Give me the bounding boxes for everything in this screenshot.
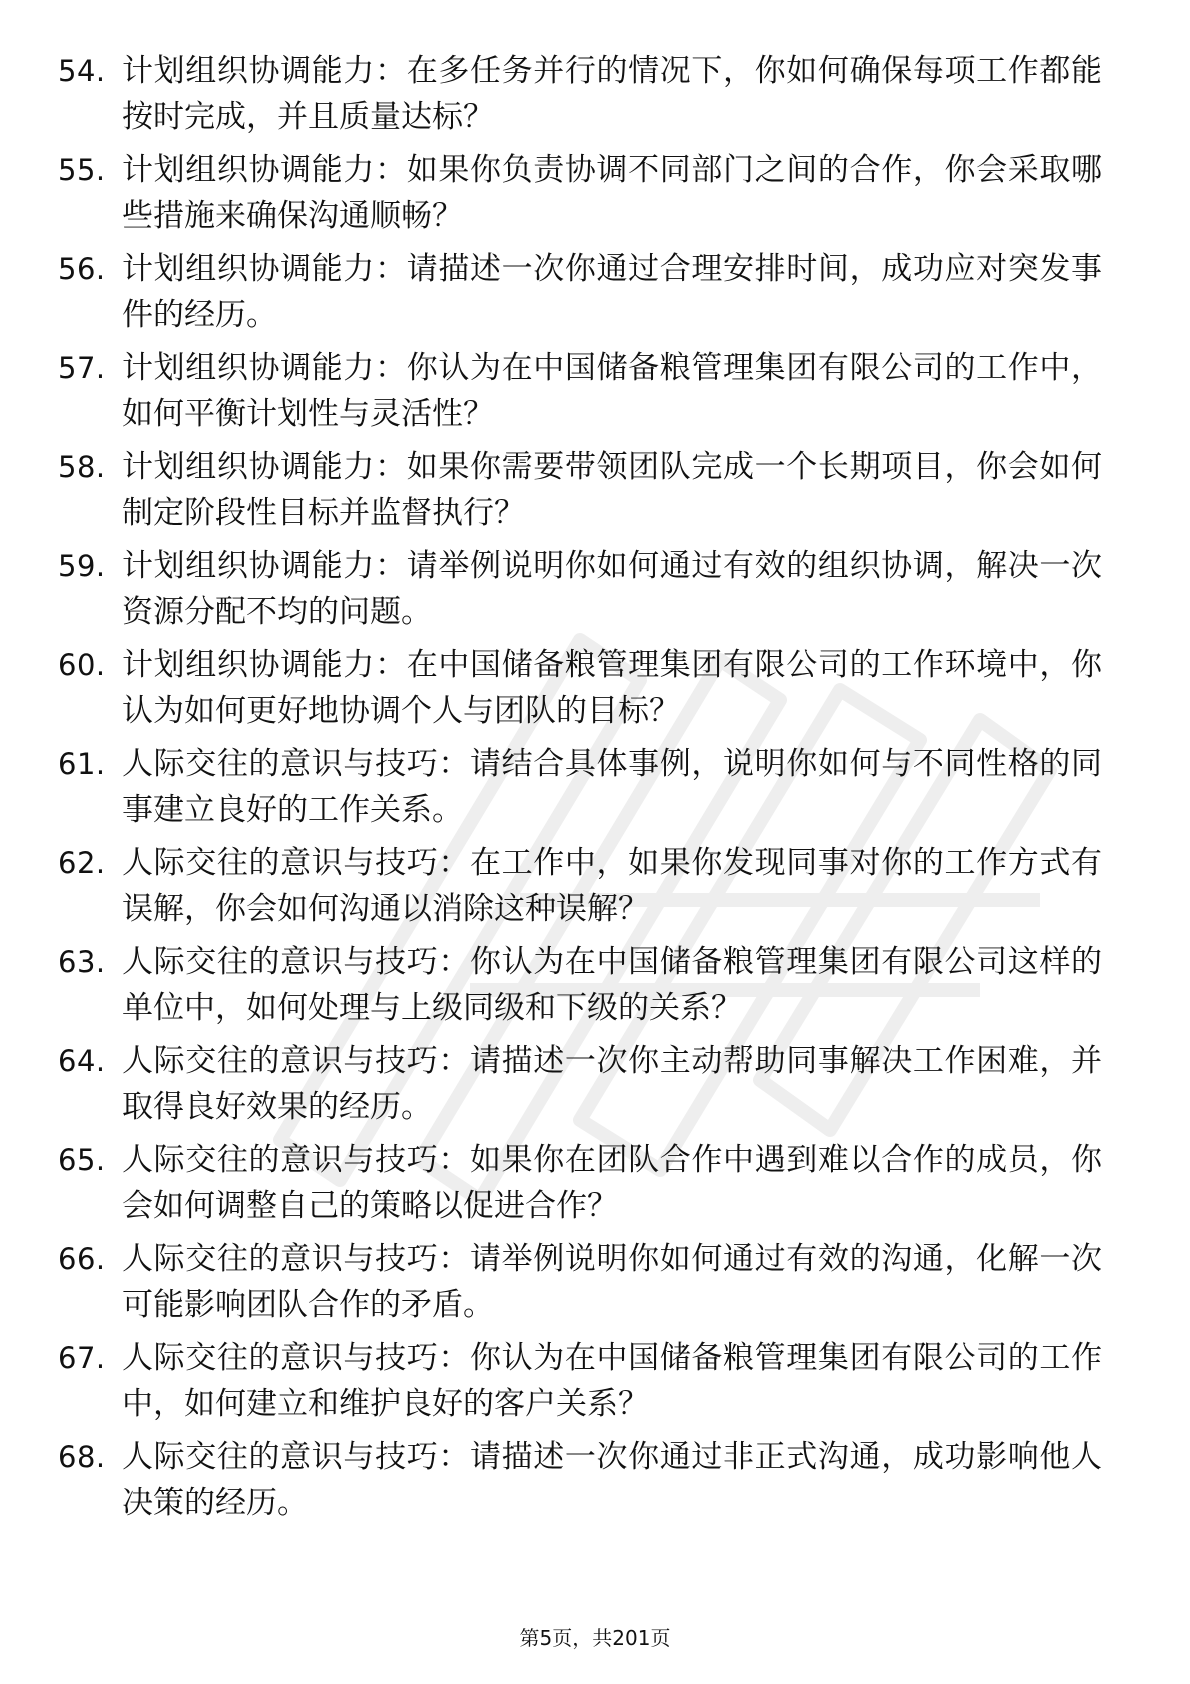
question-item	[58, 147, 1118, 246]
question-text: 计划组织协调能力：如果你需要带领团队完成一个长期项目，你会如何制定阶段性目标并监督执行？	[122, 449, 1102, 531]
question-text: 人际交往的意识与技巧：你认为在中国储备粮管理集团有限公司的工作中，如何建立和维护良好的客户关系？	[122, 1340, 1102, 1422]
question-item	[58, 1038, 1118, 1137]
question-text: 计划组织协调能力：在多任务并行的情况下，你如何确保每项工作都能按时完成，并且质量达标？	[122, 53, 1102, 135]
question-item	[58, 1434, 1118, 1533]
question-text: 计划组织协调能力：如果你负责协调不同部门之间的合作，你会采取哪些措施来确保沟通顺畅？	[122, 152, 1102, 234]
question-number: 58.	[58, 450, 106, 484]
question-text: 人际交往的意识与技巧：如果你在团队合作中遇到难以合作的成员，你会如何调整自己的策略以促进合作？	[122, 1142, 1102, 1224]
question-text: 人际交往的意识与技巧：你认为在中国储备粮管理集团有限公司这样的单位中，如何处理与上级同级和下级的关系？	[122, 944, 1102, 1026]
question-number: 54.	[58, 54, 106, 88]
question-number: 68.	[58, 1440, 106, 1474]
question-text: 计划组织协调能力：请举例说明你如何通过有效的组织协调，解决一次资源分配不均的问题。	[122, 548, 1102, 630]
question-item	[58, 444, 1118, 543]
question-number: 62.	[58, 846, 106, 880]
question-item	[58, 1335, 1118, 1434]
question-text: 人际交往的意识与技巧：请描述一次你通过非正式沟通，成功影响他人决策的经历。	[122, 1439, 1102, 1521]
question-number: 67.	[58, 1341, 106, 1375]
question-item	[58, 741, 1118, 840]
question-number: 57.	[58, 351, 106, 385]
question-item	[58, 543, 1118, 642]
question-item	[58, 642, 1118, 741]
question-text: 人际交往的意识与技巧：请举例说明你如何通过有效的沟通，化解一次可能影响团队合作的矛盾。	[122, 1241, 1102, 1323]
question-item	[58, 939, 1118, 1038]
question-text: 人际交往的意识与技巧：请结合具体事例，说明你如何与不同性格的同事建立良好的工作关系。	[122, 746, 1102, 828]
question-text: 计划组织协调能力：在中国储备粮管理集团有限公司的工作环境中，你认为如何更好地协调个人与团队的目标？	[122, 647, 1102, 729]
question-item	[58, 1236, 1118, 1335]
question-text: 计划组织协调能力：请描述一次你通过合理安排时间，成功应对突发事件的经历。	[122, 251, 1102, 333]
question-number: 65.	[58, 1143, 106, 1177]
question-number: 66.	[58, 1242, 106, 1276]
question-text: 计划组织协调能力：你认为在中国储备粮管理集团有限公司的工作中，如何平衡计划性与灵活性？	[122, 350, 1102, 432]
question-text: 人际交往的意识与技巧：在工作中，如果你发现同事对你的工作方式有误解，你会如何沟通以消除这种误解？	[122, 845, 1102, 927]
question-number: 63.	[58, 945, 106, 979]
question-text: 人际交往的意识与技巧：请描述一次你主动帮助同事解决工作困难，并取得良好效果的经历。	[122, 1043, 1102, 1125]
page-footer: 第5页，共201页	[519, 1626, 671, 1650]
question-number: 59.	[58, 549, 106, 583]
question-list	[58, 48, 1118, 1533]
question-item	[58, 48, 1118, 147]
question-number: 60.	[58, 648, 106, 682]
question-number: 64.	[58, 1044, 106, 1078]
question-number: 61.	[58, 747, 106, 781]
question-number: 56.	[58, 252, 106, 286]
question-item	[58, 246, 1118, 345]
question-number: 55.	[58, 153, 106, 187]
question-item	[58, 345, 1118, 444]
question-item	[58, 840, 1118, 939]
question-item	[58, 1137, 1118, 1236]
